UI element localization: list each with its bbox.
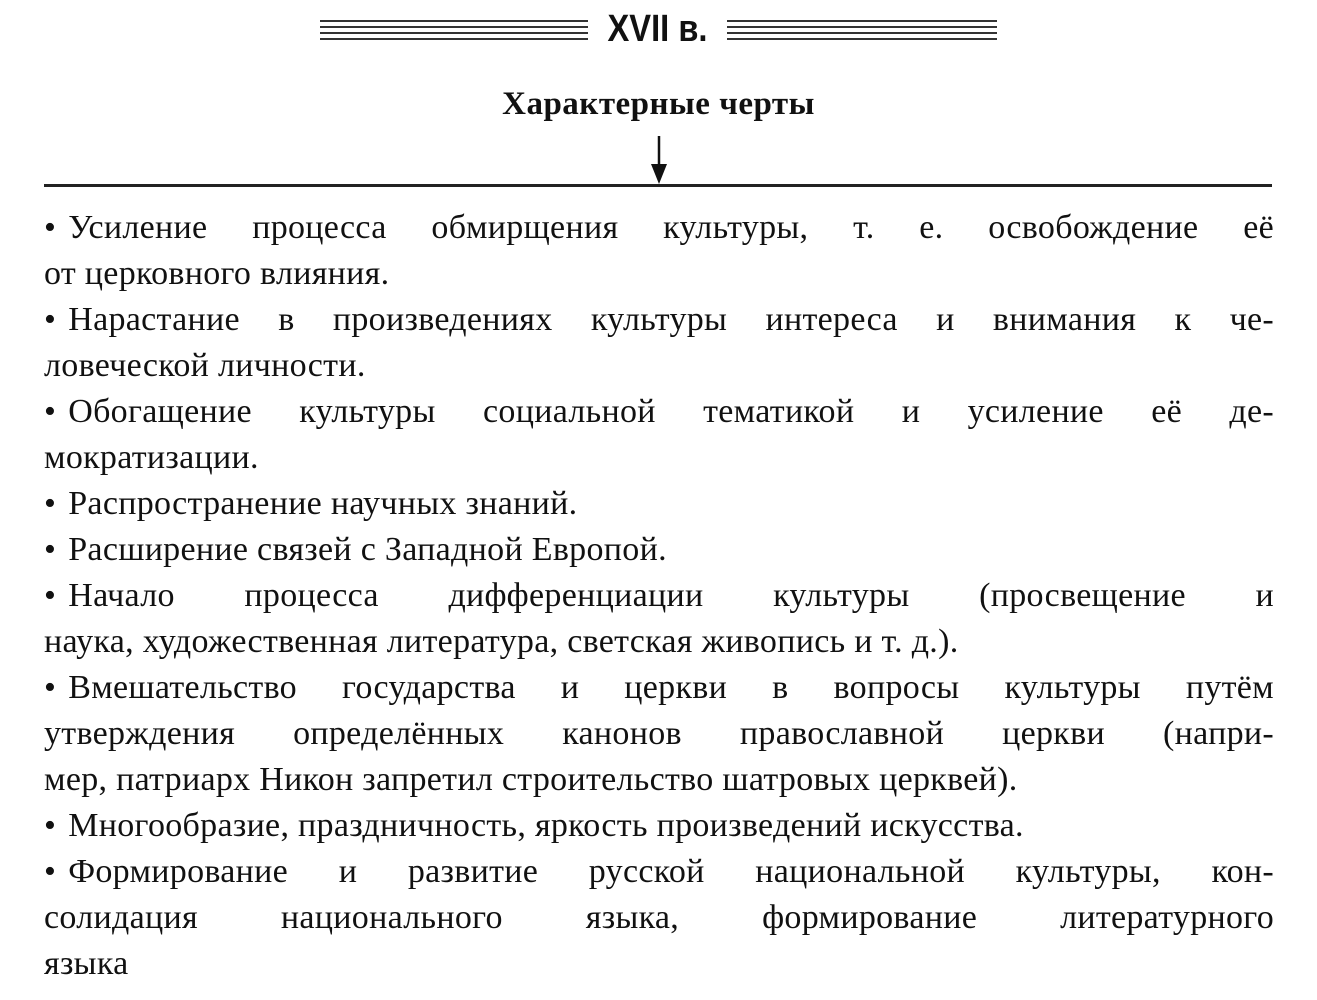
list-item [44, 527, 1274, 573]
century-header [318, 6, 998, 52]
item-line: • Усиление процесса обмирщения культуры, т. е. освобождение её [44, 205, 1274, 251]
list-item [44, 297, 1274, 389]
item-line: • Расширение связей с Западной Европой. [44, 527, 1274, 573]
item-line: • Обогащение культуры социальной тематикой и усиление её де- [44, 389, 1274, 435]
down-arrow-icon [647, 136, 671, 186]
list-item [44, 573, 1274, 665]
item-line: • Многообразие, праздничность, яркость произведений искусства. [44, 803, 1274, 849]
features-list [44, 205, 1274, 987]
item-line: языка [44, 945, 129, 982]
item-line: утверждения определённых канонов православной церкви (напри- [44, 715, 1274, 752]
horizontal-divider [44, 184, 1272, 187]
list-item [44, 849, 1274, 987]
item-line: • Формирование и развитие русской национальной культуры, кон- [44, 849, 1274, 895]
item-line: мократизации. [44, 439, 259, 476]
item-line: • Распространение научных знаний. [44, 481, 1274, 527]
item-line: наука, художественная литература, светская живопись и т. д.). [44, 623, 959, 660]
century-title: XVII в. [607, 8, 708, 50]
left-decorative-rules [320, 20, 588, 46]
item-line: • Вмешательство государства и церкви в вопросы культуры путём [44, 665, 1274, 711]
item-line: мер, патриарх Никон запретил строительство шатровых церквей). [44, 761, 1018, 798]
section-subtitle: Характерные черты [502, 86, 815, 122]
item-line: • Начало процесса дифференциации культуры (просвещение и [44, 573, 1274, 619]
right-decorative-rules [727, 20, 997, 46]
list-item [44, 389, 1274, 481]
list-item [44, 205, 1274, 297]
item-line: от церковного влияния. [44, 255, 390, 292]
item-line: • Нарастание в произведениях культуры интереса и внимания к че- [44, 297, 1274, 343]
item-line: ловеческой личности. [44, 347, 366, 384]
list-item [44, 481, 1274, 527]
list-item [44, 665, 1274, 803]
item-line: солидация национального языка, формирование литературного [44, 899, 1274, 936]
list-item [44, 803, 1274, 849]
